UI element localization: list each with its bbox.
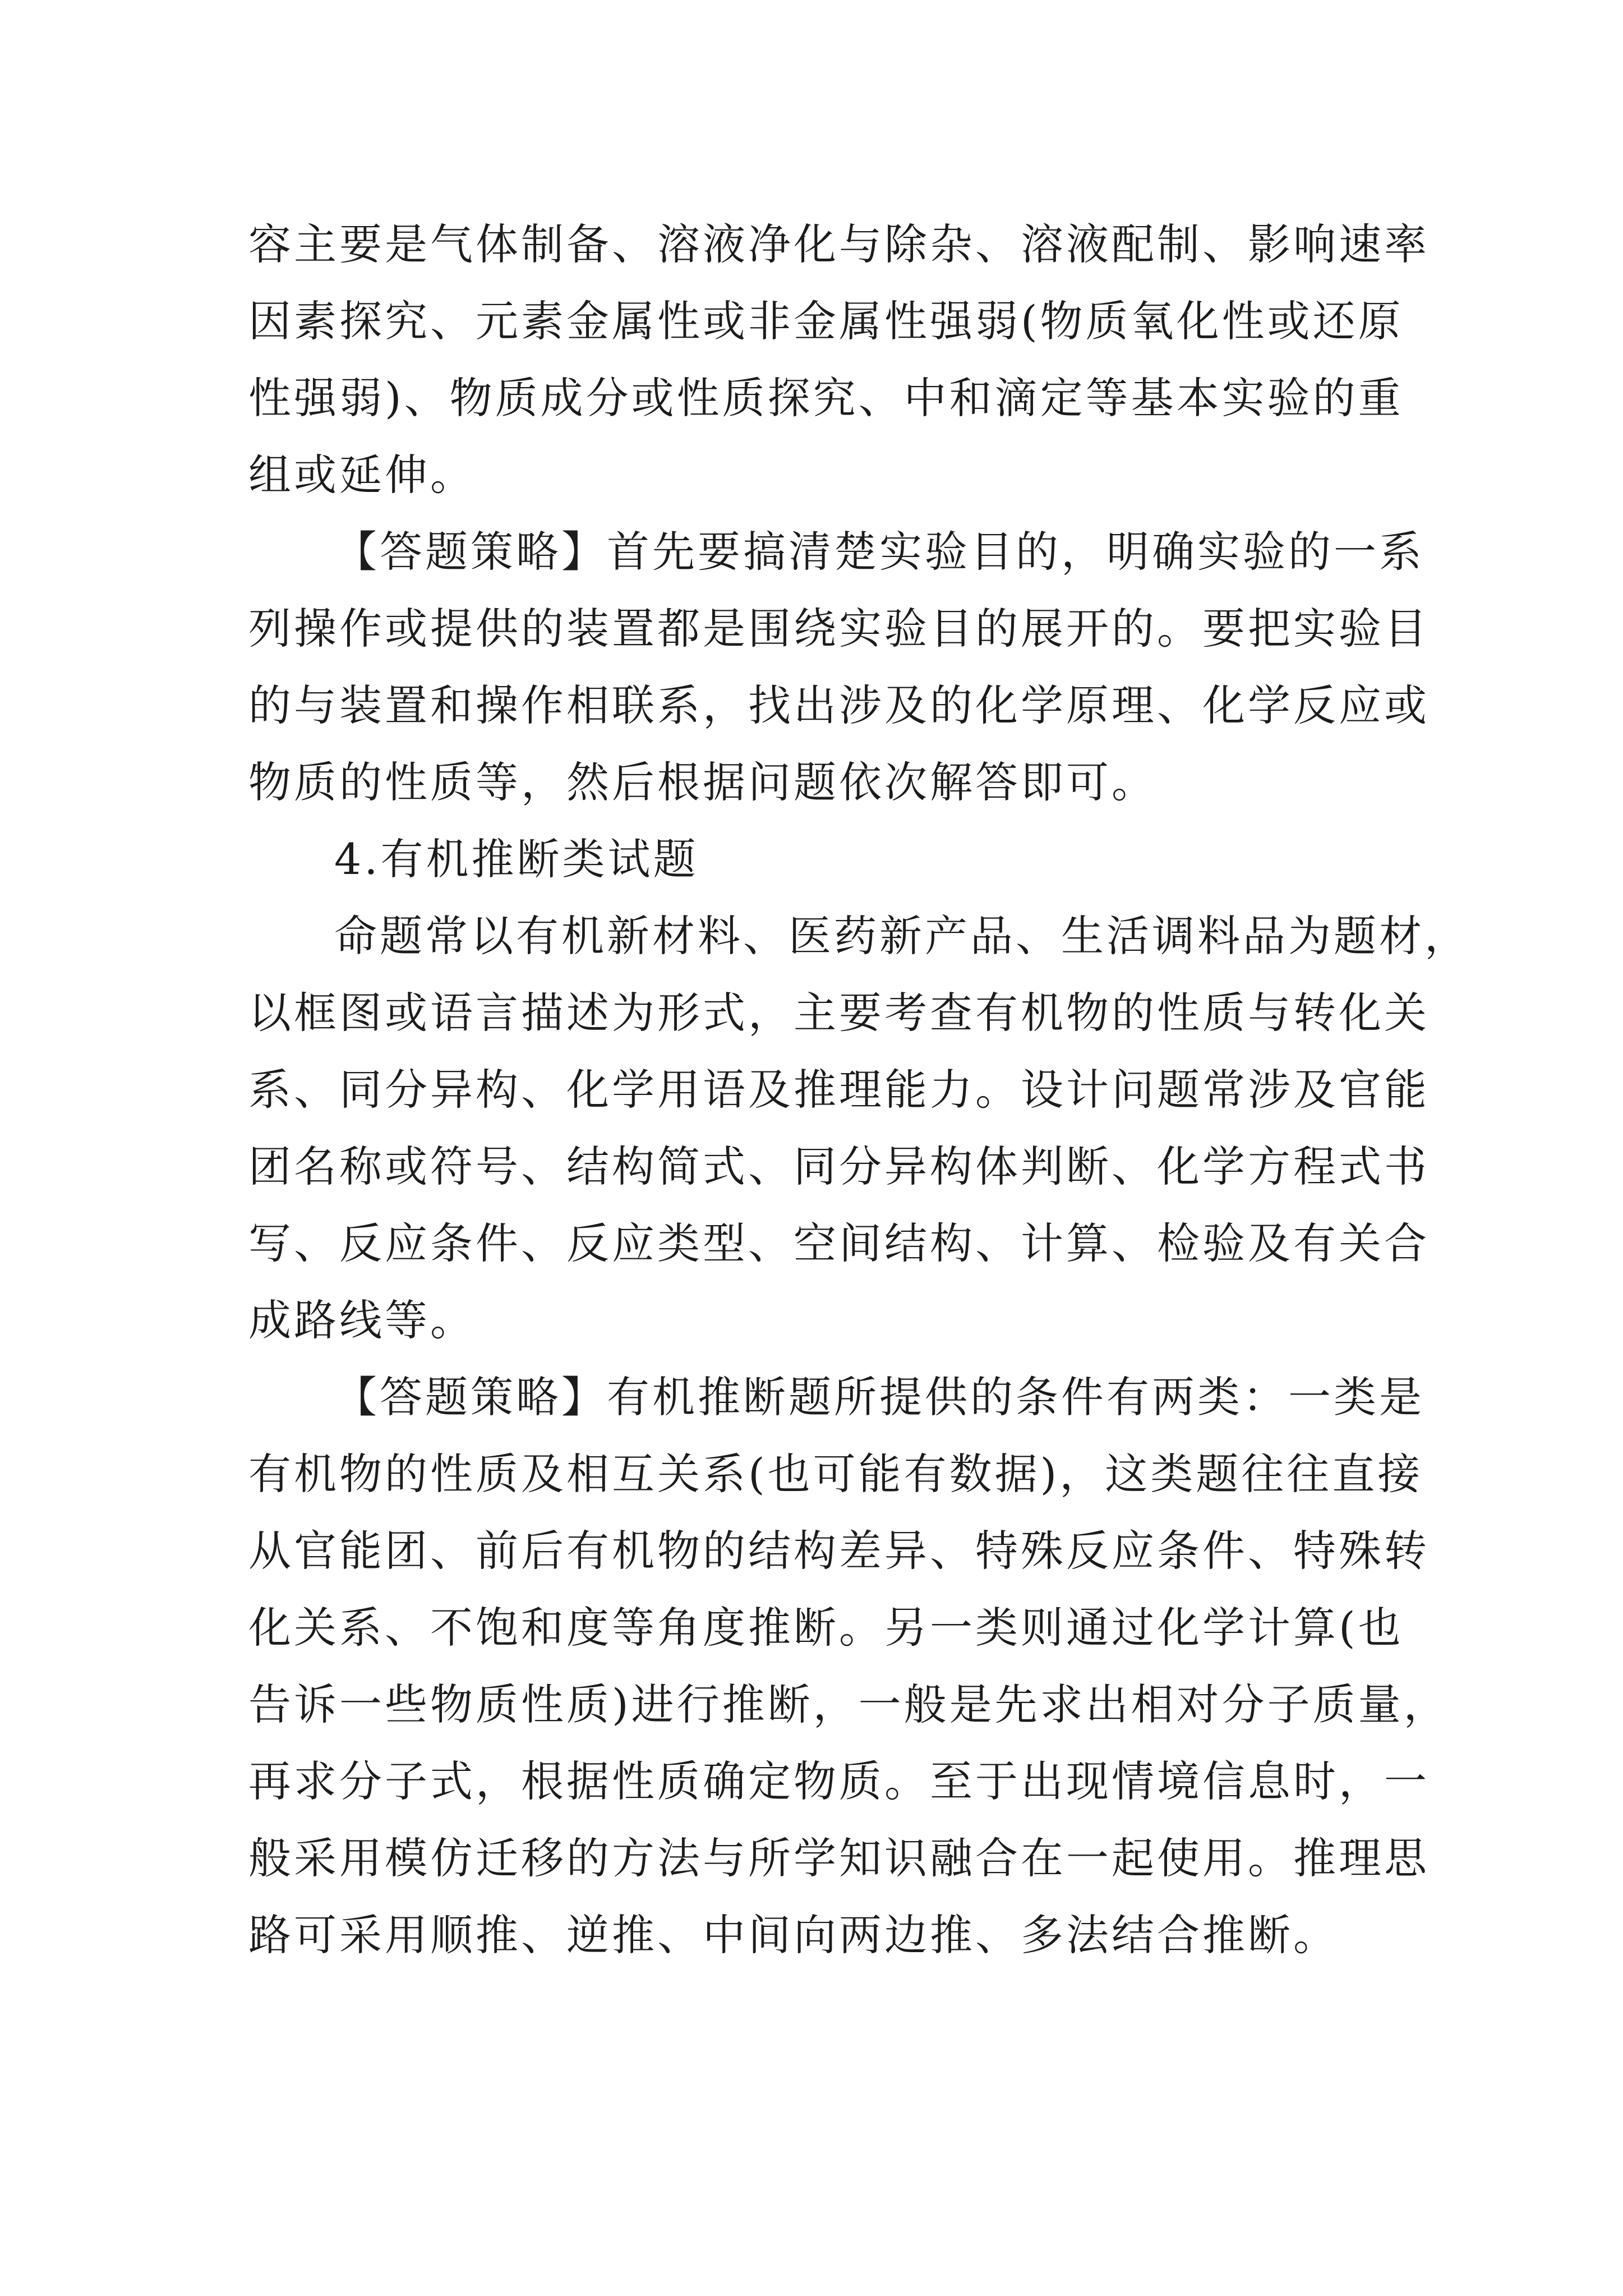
text-line: 命题常以有机新材料、医药新产品、生活调料品为题材， [334,911,1470,961]
text-line: 容主要是气体制备、溶液净化与除杂、溶液配制、影响速率 [248,219,1430,269]
text-line: 告诉一些物质性质)进行推断，一般是先求出相对分子质量， [248,1680,1449,1729]
text-line: 因素探究、元素金属性或非金属性强弱(物质氧化性或还原 [248,296,1404,346]
text-line: 的与装置和操作相联系，找出涉及的化学原理、化学反应或 [248,680,1430,730]
strategy-heading-line: 【答题策略】有机推断题所提供的条件有两类：一类是 [334,1372,1424,1422]
text-line: 有机物的性质及相互关系(也可能有数据)，这类题往往直接 [248,1449,1423,1499]
text-line: 以框图或语言描述为形式，主要考查有机物的性质与转化关 [248,988,1430,1038]
text-line: 物质的性质等，然后根据问题依次解答即可。 [248,757,1157,807]
text-line: 性强弱)、物质成分或性质探究、中和滴定等基本实验的重 [248,373,1404,423]
text-line: 列操作或提供的装置都是围绕实验目的展开的。要把实验目 [248,604,1430,654]
text-line: 系、同分异构、化学用语及推理能力。设计问题常涉及官能 [248,1065,1430,1115]
text-line: 成路线等。 [248,1295,476,1345]
text-line: 组或延伸。 [248,450,476,500]
strategy-heading-line: 【答题策略】首先要搞清楚实验目的，明确实验的一系 [334,527,1424,577]
text-line: 路可采用顺推、逆推、中间向两边推、多法结合推断。 [248,1910,1339,1960]
text-line: 从官能团、前后有机物的结构差异、特殊反应条件、特殊转 [248,1526,1430,1576]
text-line: 般采用模仿迁移的方法与所学知识融合在一起使用。推理思 [248,1833,1430,1883]
text-line: 再求分子式，根据性质确定物质。至于出现情境信息时，一 [248,1756,1430,1806]
text-line: 写、反应条件、反应类型、空间结构、计算、检验及有关合 [248,1218,1430,1268]
text-line: 化关系、不饱和度等角度推断。另一类则通过化学计算(也 [248,1603,1404,1653]
text-line: 团名称或符号、结构简式、同分异构体判断、化学方程式书 [248,1142,1430,1191]
section-heading: 4.有机推断类试题 [334,834,699,884]
